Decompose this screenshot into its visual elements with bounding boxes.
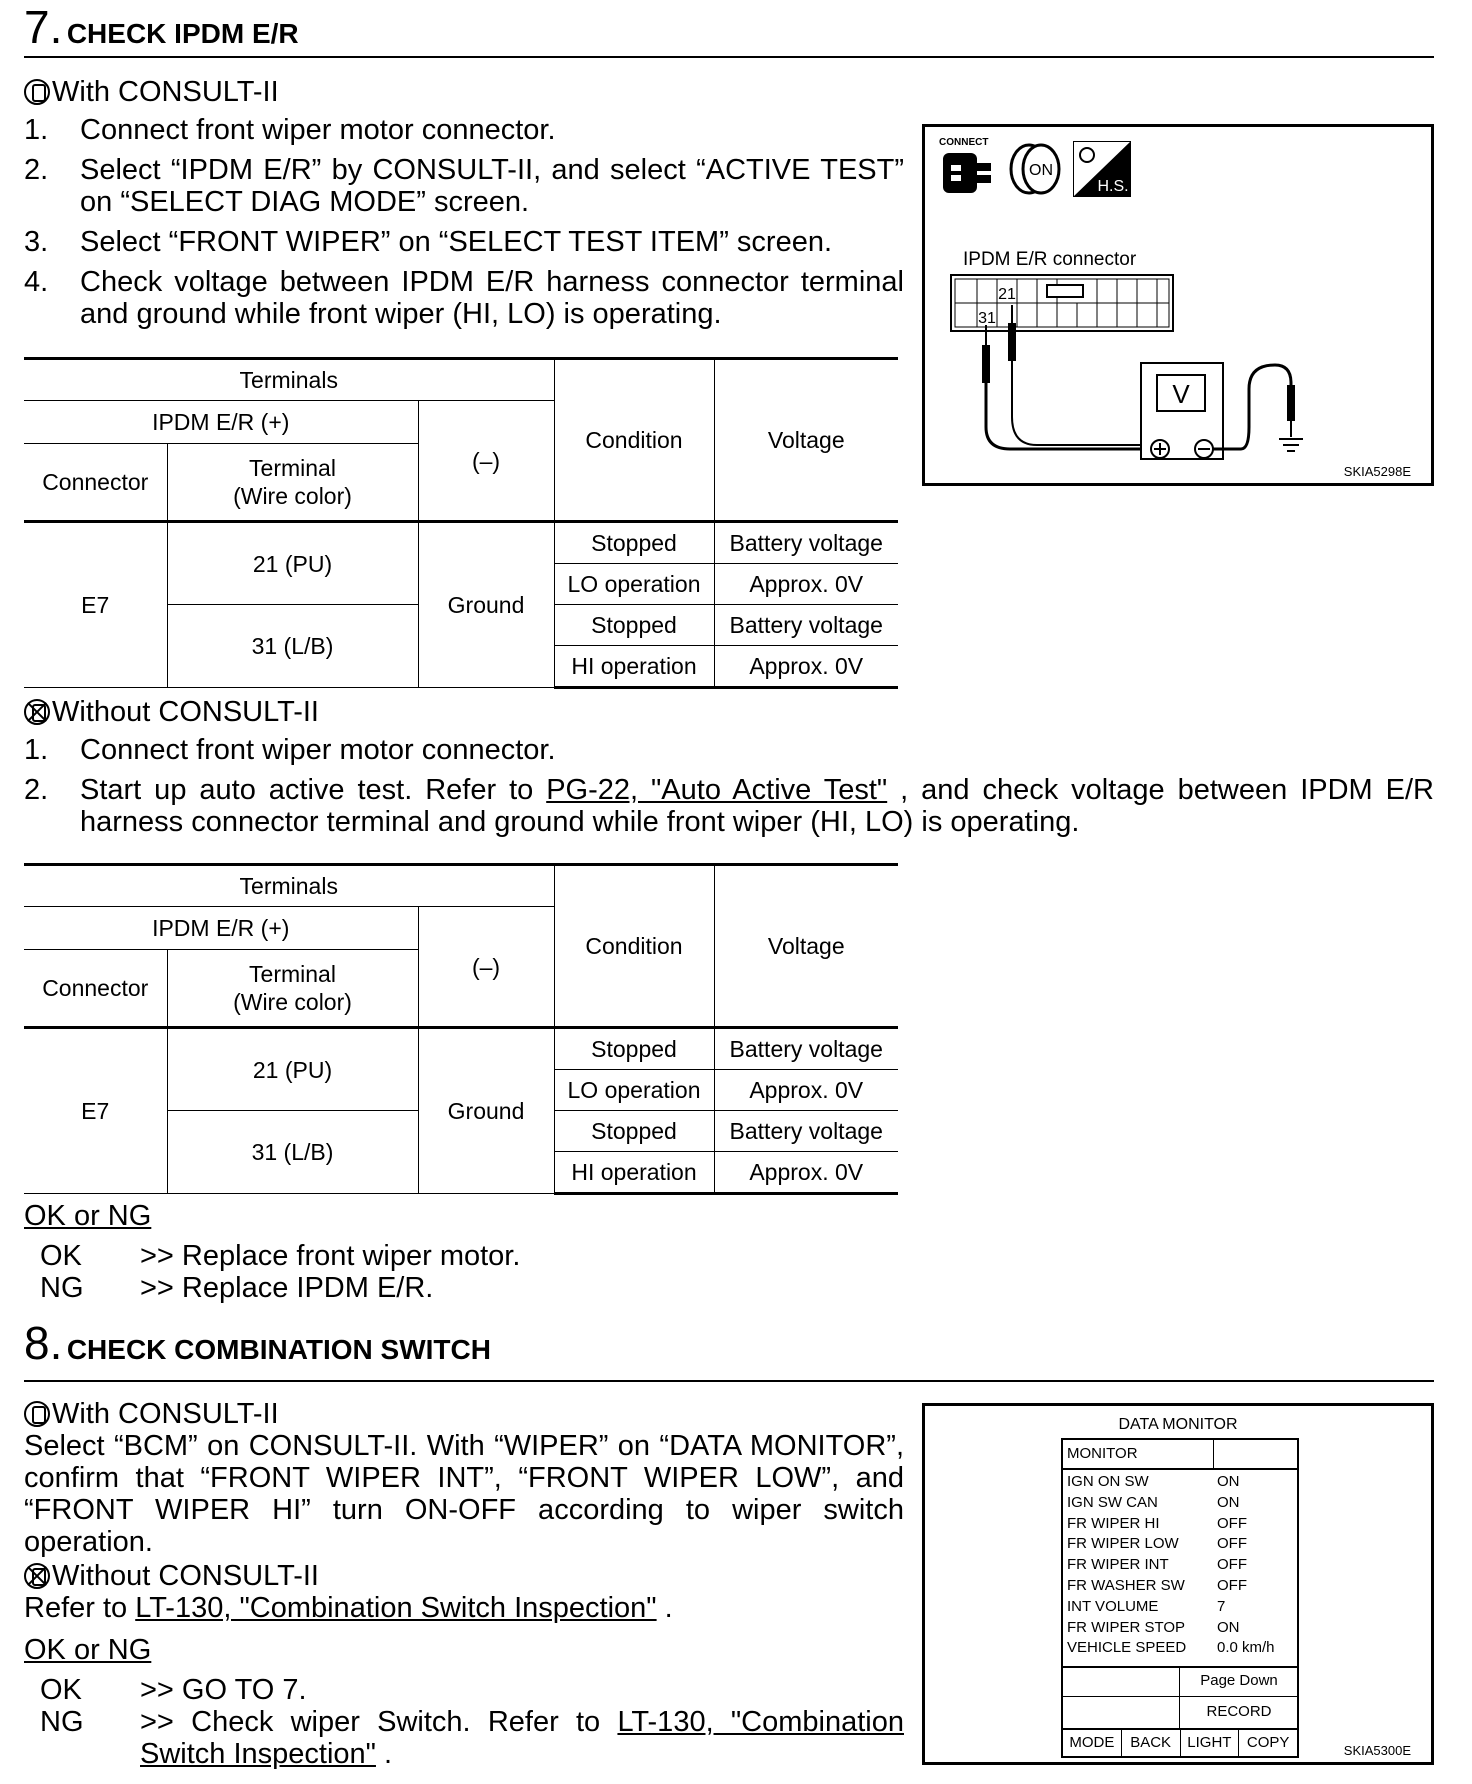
monitor-item-name: INT VOLUME — [1067, 1597, 1159, 1615]
terminal-header: Terminal (Wire color) — [167, 444, 418, 522]
ground-cell: Ground — [418, 522, 554, 688]
step8-refer: Refer to LT-130, "Combination Switch Inspection" . — [24, 1592, 673, 1624]
step8-ok-label: OK — [40, 1674, 82, 1706]
step7-ok-text: >> Replace front wiper motor. — [140, 1240, 521, 1272]
data-monitor-title: DATA MONITOR — [1118, 1416, 1238, 1433]
step8-with-consult: With CONSULT-II — [24, 1398, 279, 1430]
monitor-rows — [1067, 1472, 1295, 1659]
connector-header: Connector — [24, 950, 167, 1028]
monitor-item-name: FR WASHER SW — [1067, 1576, 1185, 1594]
record-button[interactable]: RECORD — [1206, 1703, 1272, 1720]
monitor-item-name: FR WIPER INT — [1067, 1556, 1169, 1574]
step7-heading — [24, 1, 299, 53]
monitor-item-name: IGN SW CAN — [1067, 1493, 1158, 1511]
list-item: 2. Start up auto active test. Refer to PG-22, "Auto Active Test" , and check voltage between IPDM E/R harness connector terminal and ground while front wiper (HI, LO) is operating. — [24, 774, 1434, 838]
voltage-cell: Battery voltage — [714, 522, 898, 564]
data-monitor-figure — [922, 1403, 1434, 1765]
step8-okng: OK or NG — [24, 1634, 152, 1666]
voltage-cell: Approx. 0V — [714, 1152, 898, 1194]
voltage-table-without-consult — [24, 863, 898, 1195]
svg-text:31: 31 — [978, 310, 996, 327]
page-down-button[interactable]: Page Down — [1200, 1672, 1278, 1689]
step7-okng: OK or NG — [24, 1200, 152, 1232]
step8-with-text: Select “BCM” on CONSULT-II. With “WIPER” on “DATA MONITOR”, confirm that “FRONT WIPER INT”, “FRONT WIPER LOW”, and “FRONT WIPER HI” turn ON-OFF according to wiper switch operation. — [24, 1430, 904, 1558]
monitor-item-value: ON — [1217, 1473, 1240, 1490]
data-monitor-screen — [1061, 1438, 1299, 1758]
terminals-header: Terminals — [24, 359, 554, 401]
step8-ng-text: >> Check wiper Switch. Refer to LT-130, "Combination Switch Inspection" . — [140, 1706, 904, 1770]
connector-cell: E7 — [24, 1028, 167, 1194]
terminal-cell: 31 (L/B) — [167, 1111, 418, 1194]
voltage-cell: Approx. 0V — [714, 1070, 898, 1111]
condition-cell: LO operation — [554, 564, 714, 605]
terminal-cell: 21 (PU) — [167, 522, 418, 605]
monitor-item-value: OFF — [1217, 1514, 1247, 1532]
minus-header: (–) — [418, 401, 554, 522]
voltage-cell: Approx. 0V — [714, 564, 898, 605]
terminal-header: Terminal (Wire color) — [167, 950, 418, 1028]
voltage-cell: Battery voltage — [714, 1028, 898, 1070]
step8-without-consult: Without CONSULT-II — [24, 1560, 319, 1592]
connector-header: Connector — [24, 444, 167, 522]
step7-rule — [24, 56, 1434, 58]
step7-number: 7. — [24, 1, 63, 53]
monitor-item-value: ON — [1217, 1618, 1240, 1636]
monitor-item-value: 7 — [1217, 1597, 1226, 1615]
condition-cell: Stopped — [554, 605, 714, 646]
monitor-row — [1067, 1597, 1295, 1618]
terminal-cell: 21 (PU) — [167, 1028, 418, 1111]
copy-button[interactable]: COPY — [1246, 1734, 1290, 1751]
monitor-item-name: IGN ON SW — [1067, 1473, 1149, 1490]
step8-ng-label: NG — [40, 1706, 84, 1738]
step8-number: 8. — [24, 1317, 63, 1369]
terminals-header: Terminals — [24, 865, 554, 907]
combination-switch-link[interactable]: LT-130, "Combination Switch Inspection" — [135, 1592, 657, 1624]
step7-without-consult: Without CONSULT-II — [24, 696, 319, 728]
step8-rule — [24, 1380, 1434, 1382]
combination-switch-link[interactable]: LT-130, "Combination Switch Inspection" — [140, 1706, 904, 1770]
monitor-row — [1067, 1534, 1295, 1555]
voltage-table-with-consult — [24, 357, 898, 689]
voltage-header: Voltage — [714, 359, 898, 522]
list-item: 1. Connect front wiper motor connector. — [24, 734, 556, 766]
mode-button[interactable]: MODE — [1063, 1730, 1122, 1756]
step7-with-consult: With CONSULT-II — [24, 76, 279, 108]
svg-text:21: 21 — [998, 286, 1016, 303]
monitor-row — [1067, 1472, 1295, 1493]
figure-code: SKIA5300E — [1343, 1743, 1411, 1758]
monitor-item-name: FR WIPER HI — [1067, 1514, 1160, 1532]
monitor-row — [1067, 1576, 1295, 1597]
svg-text:V: V — [1172, 379, 1190, 409]
condition-header: Condition — [554, 865, 714, 1028]
step7-ng-label: NG — [40, 1272, 84, 1304]
voltage-cell: Approx. 0V — [714, 646, 898, 688]
step7-without-steps — [24, 734, 1434, 846]
voltage-header: Voltage — [714, 865, 898, 1028]
connector-label: IPDM E/R connector — [963, 249, 1137, 270]
voltage-cell: Battery voltage — [714, 1111, 898, 1152]
no-consult-icon — [24, 699, 50, 725]
list-item: 4. Check voltage between IPDM E/R harness connector terminal and ground while front wiper (HI, LO) is operating. — [24, 266, 904, 330]
step8-title: CHECK COMBINATION SWITCH — [66, 1334, 491, 1365]
ipdm-header: IPDM E/R (+) — [24, 401, 418, 444]
condition-cell: Stopped — [554, 522, 714, 564]
ground-cell: Ground — [418, 1028, 554, 1194]
consult-icon — [24, 1401, 50, 1427]
light-button[interactable]: LIGHT — [1181, 1730, 1240, 1756]
list-item: 2. Select “IPDM E/R” by CONSULT-II, and select “ACTIVE TEST” on “SELECT DIAG MODE” screen. — [24, 154, 904, 218]
monitor-row — [1067, 1514, 1295, 1535]
step7-ok-label: OK — [40, 1240, 82, 1272]
auto-active-test-link[interactable]: PG-22, "Auto Active Test" — [546, 774, 888, 806]
monitor-row — [1067, 1555, 1295, 1576]
monitor-item-name: FR WIPER LOW — [1067, 1535, 1179, 1553]
monitor-header: MONITOR — [1067, 1445, 1138, 1462]
list-item: 1. Connect front wiper motor connector. — [24, 114, 556, 146]
monitor-row — [1067, 1493, 1295, 1514]
monitor-item-name: FR WIPER STOP — [1067, 1618, 1186, 1636]
no-consult-icon — [24, 1563, 50, 1589]
step7-title: CHECK IPDM E/R — [66, 18, 299, 49]
step7-with-steps — [24, 114, 904, 338]
ipdm-connector-figure — [922, 124, 1434, 486]
condition-cell: LO operation — [554, 1070, 714, 1111]
condition-header: Condition — [554, 359, 714, 522]
minus-header: (–) — [418, 907, 554, 1028]
monitor-item-value: 0.0 km/h — [1217, 1639, 1275, 1657]
monitor-item-value: OFF — [1217, 1576, 1247, 1594]
step7-ng-text: >> Replace IPDM E/R. — [140, 1272, 434, 1304]
list-item: 3. Select “FRONT WIPER” on “SELECT TEST ITEM” screen. — [24, 226, 833, 258]
back-button[interactable]: BACK — [1122, 1730, 1181, 1756]
condition-cell: HI operation — [554, 1152, 714, 1194]
monitor-item-value: OFF — [1217, 1535, 1247, 1553]
condition-cell: HI operation — [554, 646, 714, 688]
voltage-cell: Battery voltage — [714, 605, 898, 646]
monitor-row — [1067, 1638, 1295, 1659]
terminal-cell: 31 (L/B) — [167, 605, 418, 688]
svg-text:H.S.: H.S. — [1097, 178, 1129, 195]
consult-icon — [24, 79, 50, 105]
svg-text:ON: ON — [1029, 162, 1053, 179]
monitor-item-value: ON — [1217, 1493, 1240, 1511]
connect-icon: CONNECT — [939, 137, 1001, 197]
condition-cell: Stopped — [554, 1028, 714, 1070]
figure-code: SKIA5298E — [1343, 464, 1411, 479]
ipdm-header: IPDM E/R (+) — [24, 907, 418, 950]
step8-ok-text: >> GO TO 7. — [140, 1674, 307, 1706]
connector-cell: E7 — [24, 522, 167, 688]
condition-cell: Stopped — [554, 1111, 714, 1152]
monitor-buttons — [1063, 1730, 1297, 1756]
monitor-item-name: VEHICLE SPEED — [1067, 1639, 1187, 1657]
step8-heading — [24, 1317, 491, 1369]
monitor-row — [1067, 1618, 1295, 1639]
connector-diagram — [925, 127, 1431, 483]
monitor-item-value: OFF — [1217, 1556, 1247, 1574]
